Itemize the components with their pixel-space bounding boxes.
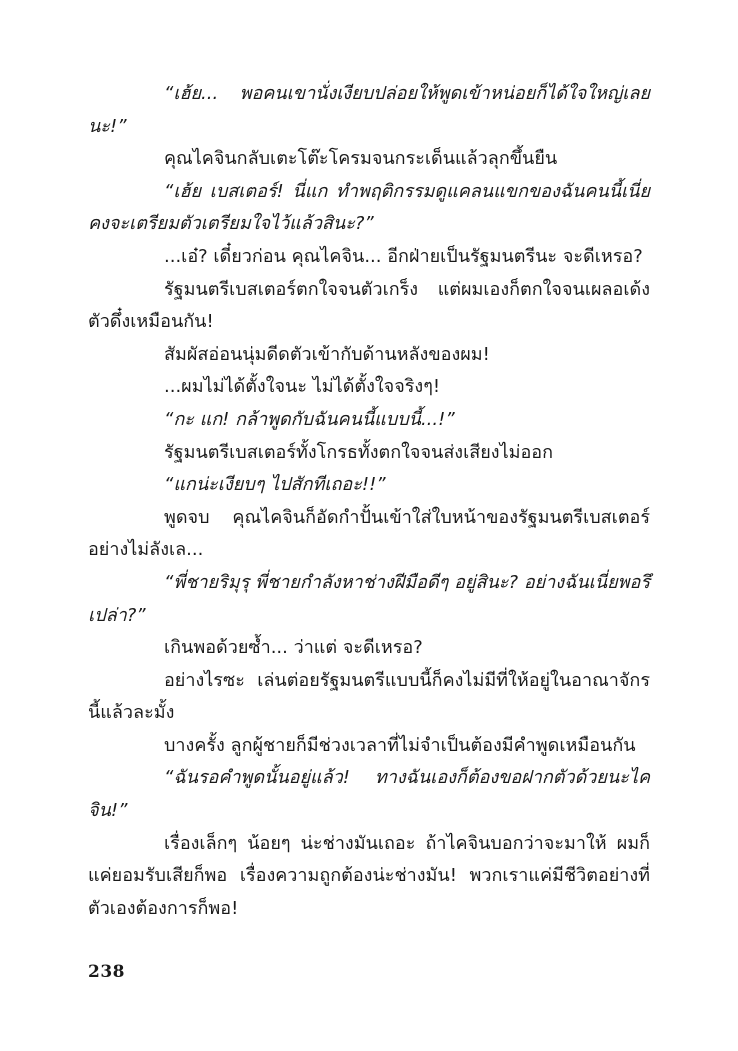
dialogue-paragraph: “เฮ้ย... พอคนเขานั่งเงียบปล่อยให้พูดเข้าหน่อยก็ได้ใจใหญ่เลยนะ!” [88,83,650,137]
dialogue-paragraph: “แกน่ะเงียบๆ ไปสักทีเถอะ!!” [164,474,386,496]
narration-paragraph: ...เอ๋? เดี๋ยวก่อน คุณไคจิน... อีกฝ่ายเป็นรัฐมนตรีนะ จะดีเหรอ? [164,245,643,267]
narration-paragraph: อย่างไรซะ เล่นต่อยรัฐมนตรีแบบนี้ก็คงไม่มีที่ให้อยู่ในอาณาจักรนี้แล้วละมั้ง [88,669,650,724]
dialogue-paragraph: “เฮ้ย เบสเตอร์! นี่แก ทำพฤติกรรมดูแคลนแขกของฉันคนนี้เนี่ยคงจะเตรียมตัวเตรียมใจไว้แล้วสินะ?” [88,180,650,235]
body-text [88,78,650,925]
narration-paragraph: บางครั้ง ลูกผู้ชายก็มีช่วงเวลาที่ไม่จำเป็นต้องมีคำพูดเหมือนกัน [164,734,636,756]
narration-paragraph: เรื่องเล็กๆ น้อยๆ น่ะช่างมันเถอะ ถ้าไคจินบอกว่าจะมาให้ ผมก็แค่ยอมรับเสียก็พอ เรื่องความถูกต้องน่ะช่างมัน! พวกเราแค่มีชีวิตอย่างที่ตัวเองต้องการก็พอ! [88,832,650,919]
narration-paragraph: พูดจบ คุณไคจินก็อัดกำปั้นเข้าใส่ใบหน้าของรัฐมนตรีเบสเตอร์อย่างไม่ลังเล... [88,506,650,561]
narration-paragraph: รัฐมนตรีเบสเตอร์ทั้งโกรธทั้งตกใจจนส่งเสียงไม่ออก [164,441,554,463]
narration-paragraph: สัมผัสอ่อนนุ่มดีดตัวเข้ากับด้านหลังของผม! [164,343,490,365]
dialogue-paragraph: “พี่ชายริมุรุ พี่ชายกำลังหาช่างฝีมือดีๆ อยู่สินะ? อย่างฉันเนี่ยพอรึเปล่า?” [88,571,650,626]
dialogue-paragraph: “กะ แก! กล้าพูดกับฉันคนนี้แบบนี้...!” [164,408,455,430]
narration-paragraph: คุณไคจินกลับเตะโต๊ะโครมจนกระเด็นแล้วลุกขึ้นยืน [164,148,558,170]
narration-paragraph: รัฐมนตรีเบสเตอร์ตกใจจนตัวเกร็ง แต่ผมเองก็ตกใจจนเผลอเด้งตัวดึ๋งเหมือนกัน! [88,278,650,333]
dialogue-paragraph: “ฉันรอคำพูดนั้นอยู่แล้ว! ทางฉันเองก็ต้องขอฝากตัวด้วยนะไคจิน!” [88,767,650,822]
narration-paragraph: ...ผมไม่ได้ตั้งใจนะ ไม่ได้ตั้งใจจริงๆ! [164,376,441,398]
narration-paragraph: เกินพอด้วยซ้ำ... ว่าแต่ จะดีเหรอ? [164,637,423,659]
page-number: 238 [88,962,125,982]
